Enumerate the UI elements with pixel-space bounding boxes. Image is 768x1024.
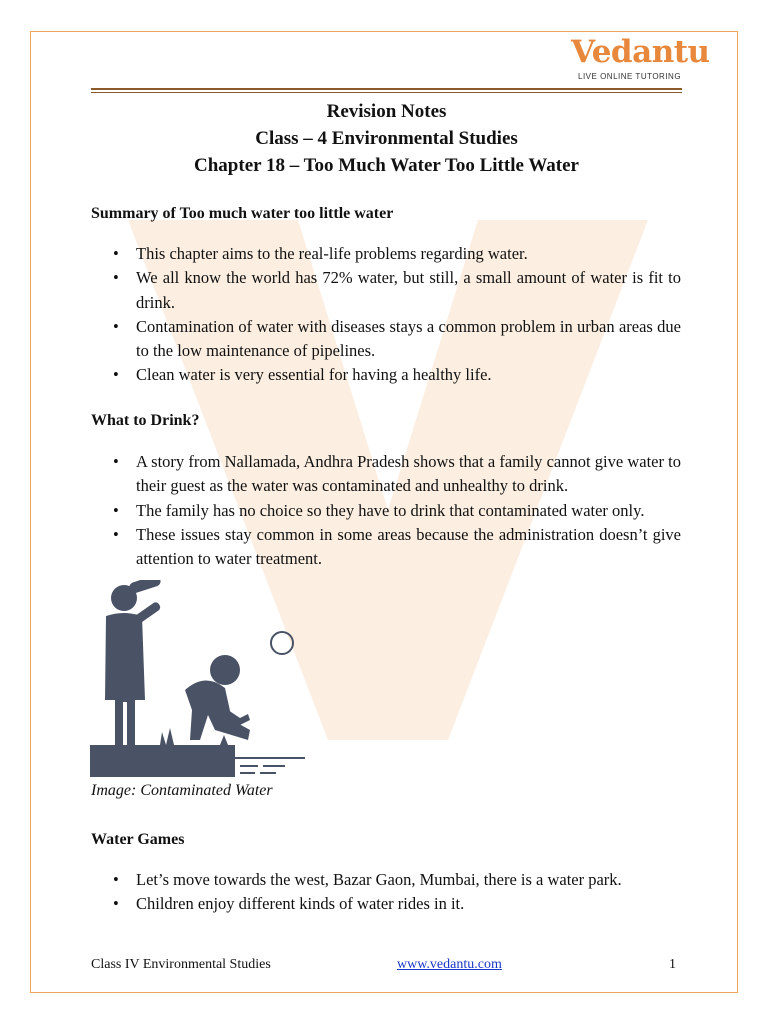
section-heading-water-games: Water Games [91, 831, 185, 848]
logo-tagline: LIVE ONLINE TUTORING [578, 72, 682, 81]
title-block [91, 98, 682, 179]
list-item [91, 363, 681, 387]
list-item-text: Clean water is very essential for having a healthy life. [136, 365, 492, 385]
list-item-text: Contamination of water with diseases stays a common problem in urban areas due to the low maintenance of pipelines. [136, 316, 681, 361]
bullet: • [113, 244, 119, 263]
list-item-text: Let’s move towards the west, Bazar Gaon, Mumbai, there is a water park. [136, 870, 622, 889]
header-rule-thin [91, 92, 682, 93]
list-item [91, 523, 681, 572]
list-item [91, 266, 681, 315]
title-class: Class – 4 Environmental Studies [255, 128, 518, 149]
bullet: • [113, 894, 119, 914]
list-item [91, 315, 681, 364]
bullet: • [113, 452, 119, 471]
list-item [91, 892, 681, 916]
contaminated-water-illustration [90, 580, 320, 780]
list-item-text: Children enjoy different kinds of water rides in it. [136, 894, 465, 914]
list-item-text: A story from Nallamada, Andhra Pradesh shows that a family cannot give water to their guest as the water was contaminated and unhealthy to drink. [136, 452, 681, 496]
section-heading-summary: Summary of Too much water too little water [91, 205, 394, 222]
bullet: • [113, 870, 119, 889]
list-item-text: This chapter aims to the real-life problems regarding water. [136, 244, 528, 263]
summary-list [91, 242, 681, 388]
list-item [91, 450, 681, 499]
image-caption: Image: Contaminated Water [91, 782, 273, 799]
list-item [91, 868, 681, 892]
what-to-drink-list [91, 450, 681, 571]
list-item-text: These issues stay common in some areas because the administration doesn’t give attention to water treatment. [136, 524, 681, 569]
section-heading-what-to-drink: What to Drink? [91, 412, 200, 429]
bullet: • [113, 268, 119, 288]
vedantu-logo [571, 34, 710, 85]
bullet: • [113, 316, 119, 336]
bullet: • [113, 365, 119, 385]
footer-website-link[interactable]: www.vedantu.com [397, 957, 502, 972]
water-games-list [91, 868, 681, 917]
bullet: • [113, 500, 119, 520]
logo-wordmark: Vedantu [571, 34, 710, 70]
list-item [91, 242, 681, 266]
title-chapter: Chapter 18 – Too Much Water Too Little Water [194, 155, 579, 176]
header-rule-thick [91, 88, 682, 90]
footer-course: Class IV Environmental Studies [91, 957, 271, 972]
list-item-text: We all know the world has 72% water, but still, a small amount of water is fit to drink. [136, 268, 681, 312]
title-revision-notes: Revision Notes [326, 101, 447, 122]
bullet: • [113, 524, 119, 544]
page-number: 1 [669, 957, 676, 972]
list-item-text: The family has no choice so they have to drink that contaminated water only. [136, 500, 645, 520]
list-item [91, 499, 681, 523]
